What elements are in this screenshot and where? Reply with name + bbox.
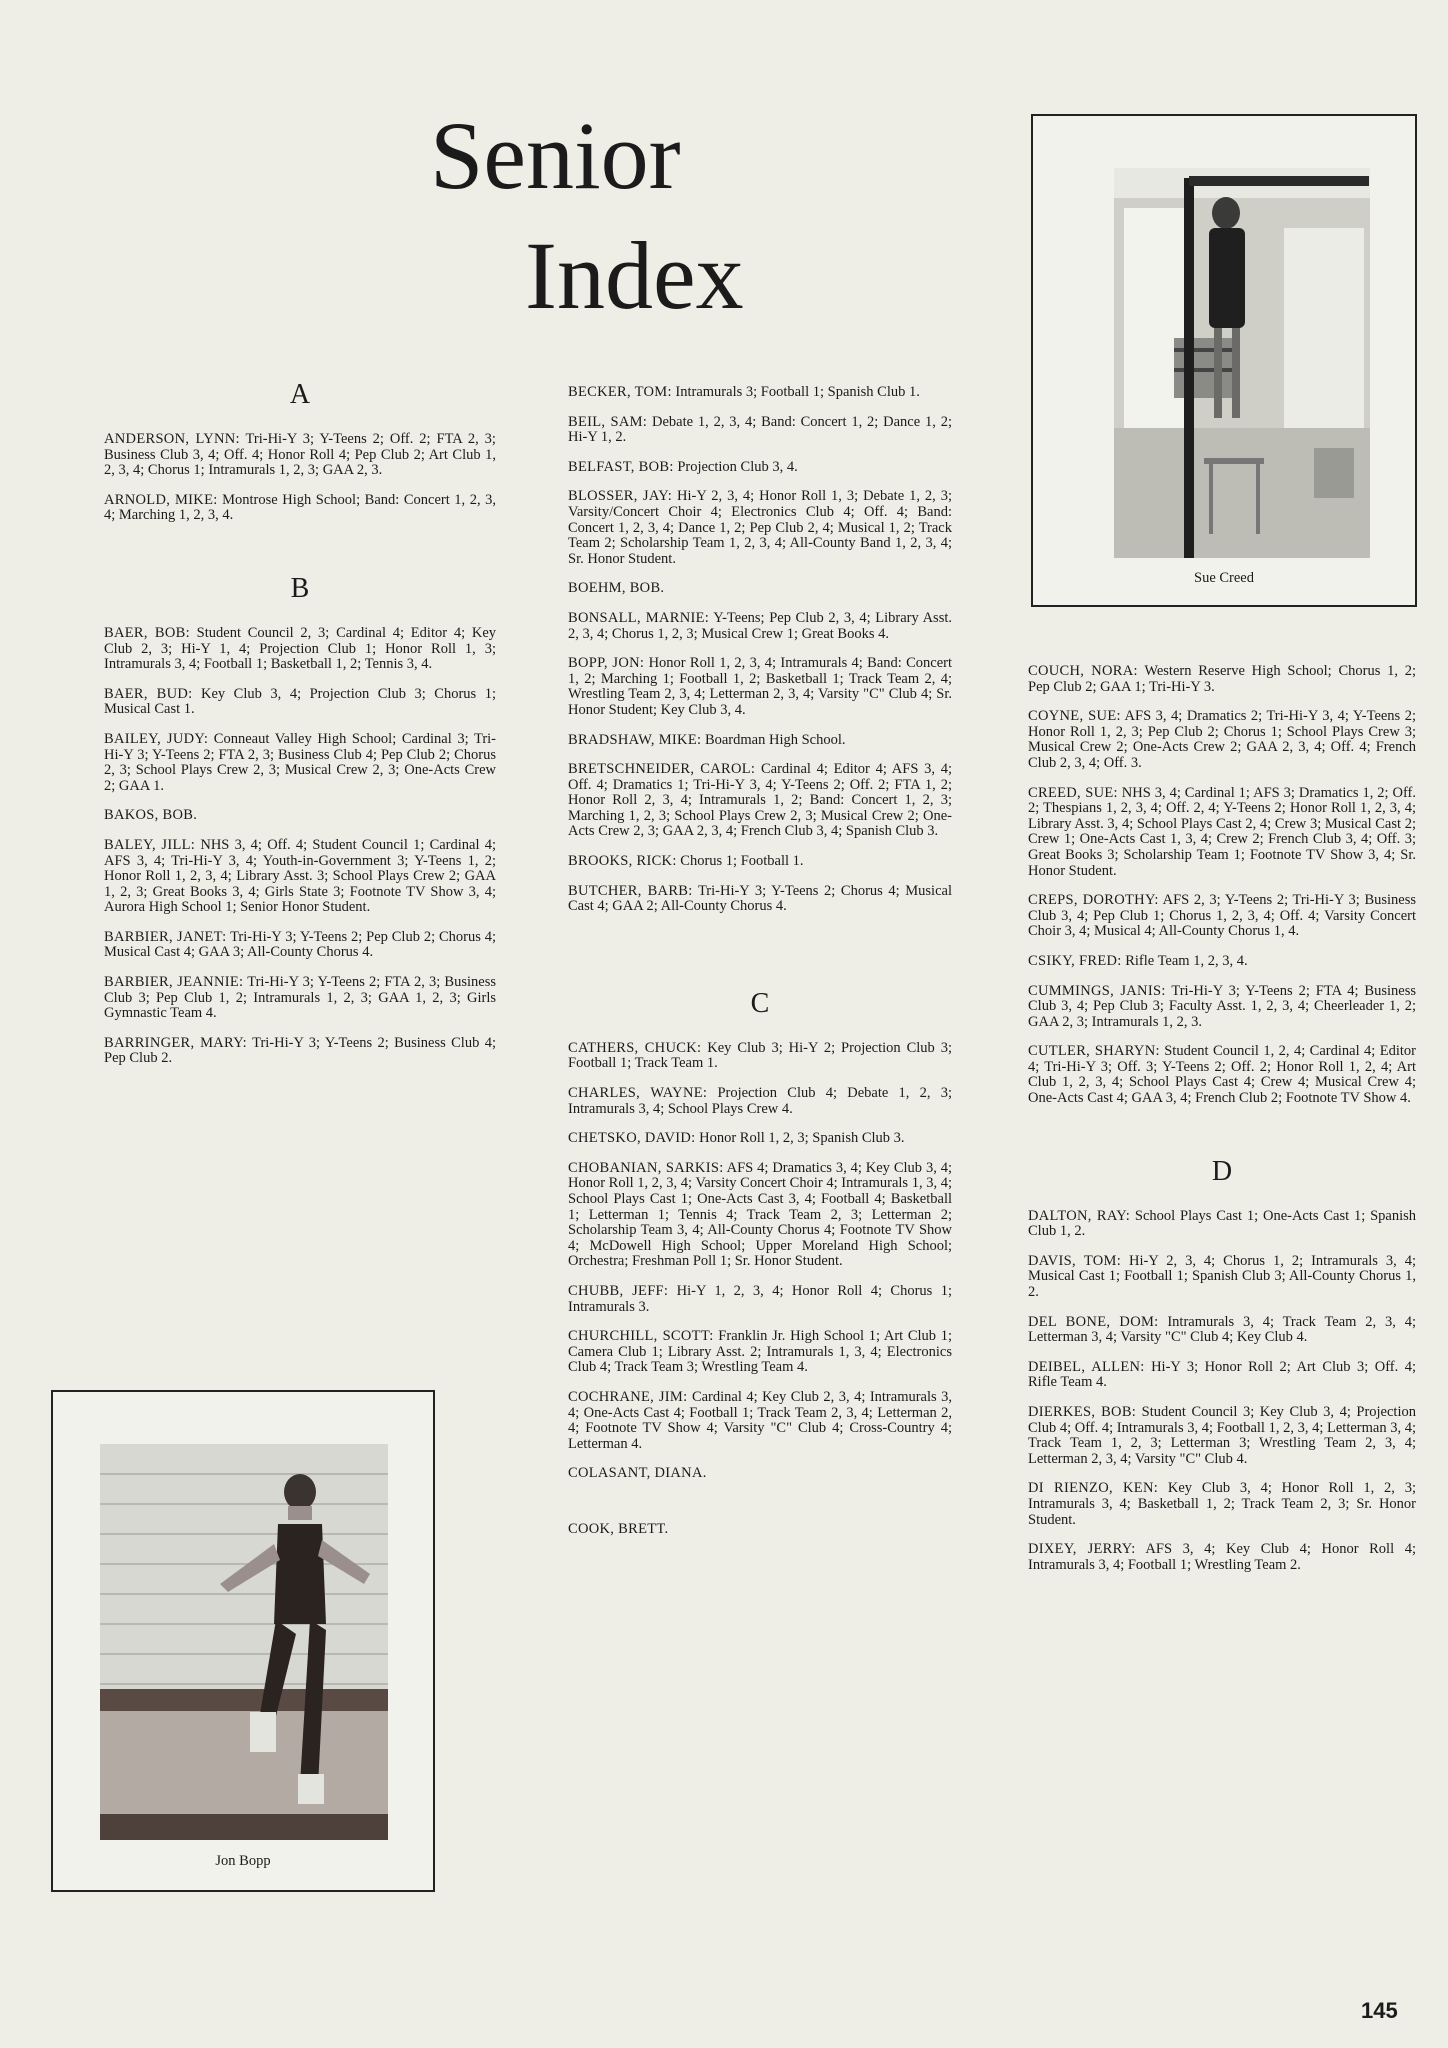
entry-name: BAILEY, JUDY: [104, 730, 209, 747]
entry-name: ARNOLD, MIKE: [104, 491, 218, 508]
entry-name: DALTON, RAY: [1028, 1207, 1131, 1224]
entry-text: Honor Roll 1, 2, 3; Spanish Club 3. [699, 1130, 905, 1147]
entry-name: CREPS, DOROTHY: [1028, 892, 1159, 909]
index-entry [1028, 709, 1416, 771]
entry-name: CATHERS, CHUCK: [568, 1039, 702, 1056]
entry-text: Hi-Y 2, 3, 4; Honor Roll 1, 3; Debate 1, 2, 3; Varsity/Concert Choir 4; Electronics Club 4; Off. 4; Band: Concert 1, 2, 3, 4; Dance 1, 2; Pep Club 2, 4; Musical 1, 2; Track Team 2; Scholarship Team 1, 2, 3, 4; All-County Band 1, 2, 3, 4; Sr. Honor Student. [568, 488, 953, 567]
index-entry [104, 975, 496, 1022]
entry-text: Honor Roll 1, 2, 3, 4; Intramurals 4; Band: Concert 1, 2; Marching 1; Football 1, 2; Basketball 1; Track Team 2, 4; Wrestling Team 2, 3, 4; Letterman 2, 3, 4; Varsity "C" Club 4; Sr. Honor Student; Key Club 3, 4. [568, 655, 953, 718]
index-entry [1028, 1360, 1416, 1391]
entry-text: Y-Teens; Pep Club 2, 3, 4; Library Asst. 2, 3, 4; Chorus 1, 2, 3; Musical Crew 1; Great Books 4. [568, 609, 952, 642]
entry-text: NHS 3, 4; Off. 4; Student Council 1; Cardinal 4; AFS 3, 4; Tri-Hi-Y 3, 4; Youth-in-Government 3; Y-Teens 1, 2; Honor Roll 1, 2, 3, 4; Library Asst. 3; School Plays Crew 2; GAA 1, 2, 3; Great Books 3, 4; Girls State 3; Footnote TV Show 3, 4; Aurora High School 1; Senior Honor Student. [104, 836, 497, 916]
entry-name: BUTCHER, BARB: [568, 882, 693, 899]
entry-name: COYNE, SUE: [1028, 708, 1121, 725]
entry-name: DIERKES, BOB: [1028, 1404, 1137, 1420]
entry-name: BAER, BOB: [104, 624, 190, 641]
index-entry [1028, 1209, 1416, 1240]
index-entry [1028, 984, 1416, 1031]
index-column-3 [1028, 664, 1416, 1587]
index-entry [104, 930, 496, 961]
index-entry [104, 687, 496, 718]
photo-image [1114, 168, 1370, 558]
entry-name: CREED, SUE: [1028, 784, 1118, 801]
index-entry [1028, 1315, 1416, 1346]
entry-text: Student Council 2, 3; Cardinal 4; Editor 4; Key Club 2, 3; Hi-Y 1, 4; Projection Club 1; Honor Roll 1, 3; Intramurals 3, 4; Football 1; Basketball 1, 2; Tennis 3, 4. [104, 624, 497, 673]
index-entry [104, 626, 496, 673]
index-entry [104, 838, 496, 916]
index-entry [104, 1036, 496, 1067]
section-letter: B [290, 572, 310, 604]
entry-name: DEIBEL, ALLEN: [1028, 1358, 1145, 1375]
entry-name: DI RIENZO, KEN: [1028, 1480, 1159, 1497]
index-entry [568, 1466, 952, 1482]
section-letter: A [289, 379, 311, 410]
index-entry [1028, 954, 1416, 970]
entry-text: Western Reserve High School; Chorus 1, 2; Pep Club 2; GAA 1; Tri-Hi-Y 3. [1028, 663, 1416, 695]
index-entry [1028, 786, 1416, 880]
index-entry [568, 1522, 952, 1538]
photo-jon-bopp [51, 1390, 435, 1892]
entry-name: BAER, BUD: [104, 685, 193, 702]
index-column-1 [104, 380, 496, 1081]
entry-text: Projection Club 3, 4. [677, 458, 798, 475]
entry-name: DIXEY, JERRY: [1028, 1541, 1136, 1558]
entry-text: Hi-Y 2, 3, 4; Chorus 1, 2; Intramurals 3, 4; Musical Cast 1; Football 1; Spanish Club 3; All-County Chorus 1, 2. [1028, 1252, 1417, 1301]
entry-name: COUCH, NORA: [1028, 663, 1138, 679]
index-entry [568, 1131, 952, 1147]
entry-name: CHURCHILL, SCOTT: [568, 1328, 714, 1345]
entry-text: Cardinal 4; Key Club 2, 3, 4; Intramurals 3, 4; One-Acts Cast 4; Football 1; Track Team 2, 3, 4; Letterman 2, 4; Footnote TV Show 4; Varsity "C" Club 4; Cross-Country 4; Letterman 4. [568, 1388, 953, 1452]
index-entry [568, 854, 952, 870]
entry-name: BELFAST, BOB: [568, 458, 674, 475]
entry-text: Key Club 3, 4; Projection Club 3; Chorus 1; Musical Cast 1. [104, 685, 496, 718]
index-entry [568, 1086, 952, 1117]
photo-sue-creed [1031, 114, 1417, 607]
entry-text: Franklin Jr. High School 1; Art Club 1; Camera Club 1; Library Asst. 2; Intramurals 1, 3, 4; Electronics Club 4; Track Team 3; Wrestling Team 4. [568, 1328, 953, 1376]
entry-text: Hi-Y 1, 2, 3, 4; Honor Roll 4; Chorus 1; Intramurals 3. [568, 1282, 952, 1315]
photo-caption: Jon Bopp [215, 1853, 271, 1869]
page-title-line1: Senior [430, 102, 681, 209]
entry-name: CSIKY, FRED: [1028, 952, 1122, 969]
index-column-2 [568, 385, 952, 1552]
entry-name: BARBIER, JEANNIE: [104, 974, 244, 991]
page-title-line2: Index [525, 222, 744, 329]
entry-text: Key Club 3; Hi-Y 2; Projection Club 3; Football 1; Track Team 1. [568, 1039, 952, 1072]
entry-text: Student Council 3; Key Club 3, 4; Projection Club 4; Off. 4; Intramurals 3, 4; Football 1, 2, 3, 4; Letterman 3, 4; Track Team 1, 2, 3; Letterman 3; Wrestling Team 2, 3, 4; Letterman 2, 3, 4; Varsity "C" Club 4. [1028, 1404, 1416, 1467]
page-number: 145 [1361, 1998, 1398, 2023]
index-entry [568, 611, 952, 642]
entry-name: CUTLER, SHARYN: [1028, 1043, 1160, 1060]
index-entry [1028, 1254, 1416, 1301]
index-entry [104, 808, 496, 824]
photo-image [100, 1444, 388, 1840]
index-entry [1028, 1481, 1416, 1528]
entry-text: Intramurals 3, 4; Track Team 2, 3, 4; Letterman 3, 4; Varsity "C" Club 4; Key Club 4. [1028, 1313, 1417, 1346]
index-entry [568, 762, 952, 840]
entry-text: AFS 3, 4; Key Club 4; Honor Roll 4; Intramurals 3, 4; Football 1; Wrestling Team 2. [1028, 1541, 1417, 1573]
index-entry [568, 1041, 952, 1072]
index-entry [568, 884, 952, 915]
entry-text: School Plays Cast 1; One-Acts Cast 1; Spanish Club 1, 2. [1028, 1207, 1416, 1240]
entry-name: DAVIS, TOM: [1028, 1252, 1122, 1269]
index-entry [568, 733, 952, 749]
entry-name: CHOBANIAN, SARKIS: [568, 1159, 724, 1176]
entry-text: AFS 3, 4; Dramatics 2; Tri-Hi-Y 3, 4; Y-Teens 2; Honor Roll 1, 2, 3; Pep Club 2; Chorus 1; School Plays Crew 3; Musical Crew 2; One-Acts Crew 2; GAA 2, 3, 4; Off. 4; French Club 2, 3, 4; Off. 3. [1028, 708, 1416, 771]
entry-text: AFS 4; Dramatics 3, 4; Key Club 3, 4; Honor Roll 1, 2, 3, 4; Varsity Concert Choir 4; Intramurals 1, 3, 4; School Plays Cast 1; One-Acts Cast 3, 4; Football 4; Basketball 1; Letterman 1; Tennis 4; Track Team 2, 3; Letterman 2; Scholarship Team 3, 4; All-County Chorus 4; Footnote TV Show 4; McDowell High School; Upper Moreland High School; Orchestra; Freshman Poll 1; Sr. Honor Student. [568, 1159, 952, 1270]
entry-name: BONSALL, MARNIE: [568, 609, 710, 626]
index-entry [568, 489, 952, 567]
entry-name: BARBIER, JANET: [104, 928, 227, 945]
entry-text: Student Council 1, 2, 4; Cardinal 4; Editor 4; Tri-Hi-Y 3; Off. 3; Y-Teens 2; Off. 2; Honor Roll 1, 2, 4; Art Club 1, 2, 3, 4; School Plays Cast 4; Crew 4; Musical Crew 4; One-Acts Cast 4; GAA 3, 4; French Club 2; Footnote TV Show 4. [1028, 1043, 1416, 1107]
index-entry [104, 732, 496, 794]
entry-text: Chorus 1; Football 1. [680, 853, 804, 870]
section-letter: D [1211, 1155, 1233, 1187]
index-entry [568, 1161, 952, 1270]
entry-text: Tri-Hi-Y 3; Y-Teens 2; Business Club 4; Pep Club 2. [104, 1034, 496, 1067]
entry-name: BROOKS, RICK: [568, 853, 677, 870]
index-entry [104, 493, 496, 524]
index-entry [1028, 893, 1416, 940]
index-entry [568, 656, 952, 718]
entry-name: CUMMINGS, JANIS: [1028, 982, 1166, 999]
entry-name: BALEY, JILL: [104, 836, 196, 853]
entry-text: Tri-Hi-Y 3; Y-Teens 2; Chorus 4; Musical Cast 4; GAA 2; All-County Chorus 4. [568, 882, 952, 915]
entry-text: Tri-Hi-Y 3; Y-Teens 2; FTA 2, 3; Business Club 3; Pep Club 1, 2; Intramurals 1, 2, 3; GAA 1, 2, 3; Girls Gymnastic Team 4. [104, 974, 496, 1022]
section-letter: C [750, 987, 770, 1019]
entry-text: Intramurals 3; Football 1; Spanish Club 1. [675, 384, 920, 400]
index-entry [568, 581, 952, 597]
index-entry [568, 460, 952, 476]
entry-text: Rifle Team 1, 2, 3, 4. [1125, 952, 1248, 969]
entry-name: BLOSSER, JAY: [568, 488, 673, 505]
entry-name: BECKER, TOM: [568, 384, 672, 400]
entry-text: Tri-Hi-Y 3; Y-Teens 2; FTA 4; Business Club 3, 4; Pep Club 3; Faculty Asst. 1, 2, 3, 4; Cheerleader 1, 2; GAA 2, 3; Intramurals 1, 2, 3. [1028, 982, 1416, 1030]
entry-text: Debate 1, 2, 3, 4; Band: Concert 1, 2; Dance 1, 2; Hi-Y 1, 2. [568, 413, 953, 446]
entry-text: Cardinal 4; Editor 4; AFS 3, 4; Off. 4; Dramatics 1; Tri-Hi-Y 3, 4; Y-Teens 2; Off. 2; FTA 1, 2; Honor Roll 2, 3, 4; Intramurals 1, 2; Band: Concert 1, 2, 3; Marching 1, 2, 3; School Plays Crew 2, 3; Musical Crew 2; One-Acts Crew 2, 3; GAA 2, 3, 4; French Club 3, 4; Spanish Club 3. [568, 761, 953, 840]
entry-name: CHARLES, WAYNE: [568, 1085, 708, 1102]
entry-name: DEL BONE, DOM: [1028, 1313, 1159, 1330]
index-entry [568, 1284, 952, 1315]
index-entry [1028, 664, 1416, 695]
index-entry [1028, 1405, 1416, 1467]
entry-text: Tri-Hi-Y 3; Y-Teens 2; Off. 2; FTA 2, 3; Business Club 3, 4; Off. 4; Honor Roll 4; Pep Club 2; Art Club 1, 2, 3, 4; Chorus 1; Intramurals 1, 2, 3; GAA 2, 3. [104, 431, 496, 479]
photo-caption: Sue Creed [1194, 570, 1254, 586]
entry-name: BEIL, SAM: [568, 413, 648, 430]
index-entry [104, 432, 496, 479]
index-entry [1028, 1044, 1416, 1106]
entry-text: Hi-Y 3; Honor Roll 2; Art Club 3; Off. 4; Rifle Team 4. [1028, 1358, 1416, 1391]
entry-name: BOPP, JON: [568, 655, 645, 672]
entry-name: BARRINGER, MARY: [104, 1034, 247, 1051]
entry-text: NHS 3, 4; Cardinal 1; AFS 3; Dramatics 1, 2; Off. 2; Thespians 1, 2, 3, 4; Off. 2, 4; Y-Teens 2; Honor Roll 1, 2, 3, 4; Library Asst. 3, 4; School Plays Cast 2, 4; Crew 3; Musical Cast 2; Crew 1; One-Acts Cast 1, 3, 4; Crew 2; French Club 3, 4; Off. 3; Great Books 3; Scholarship Team 1; Footnote TV Show 3, 4; Sr. Honor Student. [1028, 784, 1416, 879]
entry-name: COOK, BRETT. [568, 1520, 669, 1537]
entry-name: BOEHM, BOB. [568, 580, 665, 597]
entry-text: Montrose High School; Band: Concert 1, 2, 3, 4; Marching 1, 2, 3, 4. [104, 491, 496, 524]
index-entry [1028, 1542, 1416, 1573]
entry-name: CHETSKO, DAVID: [568, 1130, 696, 1147]
entry-text: Key Club 3, 4; Honor Roll 1, 2, 3; Intramurals 3, 4; Basketball 1, 2; Track Team 2, 3; Sr. Honor Student. [1028, 1480, 1417, 1528]
entry-name: BRETSCHNEIDER, CAROL: [568, 761, 756, 778]
entry-text: Boardman High School. [704, 731, 846, 748]
entry-text: Conneaut Valley High School; Cardinal 3; Tri-Hi-Y 3; Y-Teens 2; FTA 2, 3; Business Club 4; Pep Club 2; Chorus 2, 3; School Plays Crew 2, 3; Musical Crew 2, 3; One-Acts Crew 2; GAA 1. [104, 730, 497, 794]
index-entry [568, 1329, 952, 1376]
entry-text: AFS 2, 3; Y-Teens 2; Tri-Hi-Y 3; Business Club 3, 4; Pep Club 1; Chorus 1, 2, 3, 4; Off. 4; Varsity Concert Choir 3, 4; Musical 4; All-County Chorus 1, 4. [1028, 892, 1417, 940]
entry-text: Tri-Hi-Y 3; Y-Teens 2; Pep Club 2; Chorus 4; Musical Cast 4; GAA 3; All-County Chorus 4. [104, 928, 496, 961]
entry-name: BAKOS, BOB. [104, 807, 198, 824]
entry-name: COCHRANE, JIM: [568, 1388, 688, 1405]
entry-name: BRADSHAW, MIKE: [568, 731, 702, 748]
entry-text: Projection Club 4; Debate 1, 2, 3; Intramurals 3, 4; School Plays Crew 4. [568, 1085, 953, 1117]
index-entry [568, 415, 952, 446]
entry-name: COLASANT, DIANA. [568, 1465, 707, 1482]
index-entry [568, 1390, 952, 1452]
entry-name: ANDERSON, LYNN: [104, 431, 240, 447]
index-entry [568, 385, 952, 401]
entry-name: CHUBB, JEFF: [568, 1282, 669, 1299]
